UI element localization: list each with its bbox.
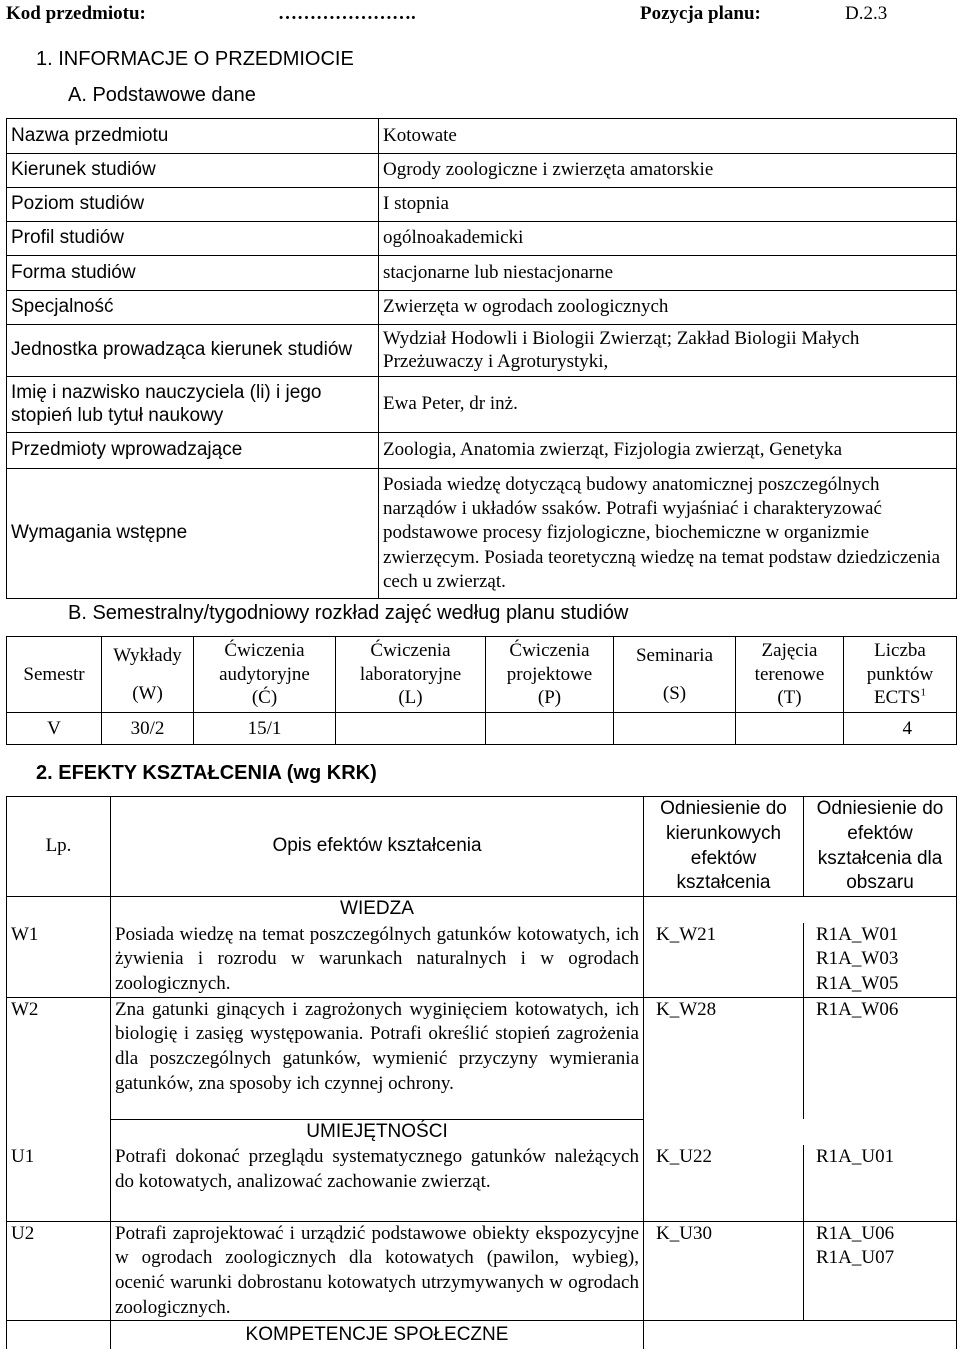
basic-row-label: Nazwa przedmiotu xyxy=(7,119,379,154)
section-a-title: A. Podstawowe dane xyxy=(68,84,256,106)
header-audytoryjne-abbr: (Ć) xyxy=(251,687,278,709)
group-kompetencje: KOMPETENCJE SPOŁECZNE xyxy=(111,1321,644,1349)
basic-row-value: Wydział Hodowli i Biologii Zwierząt; Zakład Biologii Małych Przeżuwaczy i Agroturystyki, xyxy=(379,325,957,377)
outcome-obszar: R1A_U01 xyxy=(804,1145,957,1221)
course-code-value: …………………. xyxy=(278,3,416,24)
header-semestr: Semestr xyxy=(7,637,102,713)
basic-row-value: Zwierzęta w ogrodach zoologicznych xyxy=(379,291,957,325)
section-b-title: B. Semestralny/tygodniowy rozkład zajęć według planu studiów xyxy=(68,602,629,624)
outcome-kierunkowe: K_W28 xyxy=(644,997,804,1119)
header-seminaria: Seminaria xyxy=(635,644,714,666)
schedule-wyklady: 30/2 xyxy=(102,713,194,745)
basic-row-value: ogólnoakademicki xyxy=(379,222,957,256)
group-umiejetnosci: UMIEJĘTNOŚCI xyxy=(111,1119,644,1145)
header-laboratoryjne: Ćwiczenia laboratoryjne xyxy=(359,639,462,685)
basic-row-label: Forma studiów xyxy=(7,256,379,291)
schedule-seminaria xyxy=(614,713,736,745)
header-terenowe-abbr: (T) xyxy=(777,687,802,709)
outcome-lp: W2 xyxy=(7,997,111,1119)
outcome-kierunkowe: K_U22 xyxy=(644,1145,804,1221)
outcome-kierunkowe: K_U30 xyxy=(644,1221,804,1321)
header-terenowe: Zajęcia terenowe xyxy=(754,639,825,685)
header-wyklady-abbr: (W) xyxy=(132,682,163,704)
header-laboratoryjne-abbr: (L) xyxy=(398,687,423,709)
basic-row-value: I stopnia xyxy=(379,188,957,222)
plan-position-label: Pozycja planu: xyxy=(640,3,761,24)
basic-row-value: Kotowate xyxy=(379,119,957,154)
basic-row-label: Kierunek studiów xyxy=(7,154,379,188)
header-ects: Liczba punktów ECTS xyxy=(866,639,934,709)
basic-row-value: Zoologia, Anatomia zwierząt, Fizjologia zwierząt, Genetyka xyxy=(379,433,957,469)
header-obszar: Odniesienie do efektów kształcenia dla obszaru xyxy=(804,797,957,897)
header-wyklady: Wykłady xyxy=(113,644,182,666)
header-seminaria-abbr: (S) xyxy=(662,682,687,704)
header-kierunkowe: Odniesienie do kierunkowych efektów kształcenia xyxy=(644,797,804,897)
header-projektowe: Ćwiczenia projektowe xyxy=(506,639,593,685)
outcome-description: Zna gatunki ginących i zagrożonych wyginięciem kotowatych, ich biologię i zasięg występowania. Potrafi określić stopień zagrożenia dla poszczególnych gatunków, wymienić przyczyny wymierania gatunków, zna sposoby ich czynnej ochrony. xyxy=(111,997,644,1119)
basic-row-value: Posiada wiedzę dotyczącą budowy anatomicznej poszczególnych narządów i układów ssaków. Potrafi wyjaśniać i charakteryzować podstawowe procesy fizjologiczne, biochemiczne w organizmie zwierzęcym. Posiada teoretyczną wiedzę na temat podstaw dziedziczenia cech u zwierząt. xyxy=(379,469,957,599)
basic-row-value: stacjonarne lub niestacjonarne xyxy=(379,256,957,291)
basic-row-value: Ewa Peter, dr inż. xyxy=(379,377,957,433)
section-1-title: 1. INFORMACJE O PRZEDMIOCIE xyxy=(36,48,354,70)
schedule-projektowe xyxy=(486,713,614,745)
outcomes-table xyxy=(6,796,957,1349)
outcome-description: Potrafi dokonać przeglądu systematycznego gatunków należących do kotowatych, analizować zachowanie zwierząt. xyxy=(111,1145,644,1221)
schedule-ects: 4 xyxy=(844,713,957,745)
basic-data-table xyxy=(6,118,957,599)
outcome-kierunkowe: K_W21 xyxy=(644,923,804,998)
basic-row-value: Ogrody zoologiczne i zwierzęta amatorskie xyxy=(379,154,957,188)
outcome-obszar: R1A_W01 R1A_W03 R1A_W05 xyxy=(804,923,957,998)
header-opis: Opis efektów kształcenia xyxy=(111,797,644,897)
header-audytoryjne: Ćwiczenia audytoryjne xyxy=(219,639,310,685)
header-ects-footnote: 1 xyxy=(920,687,926,700)
basic-row-label: Przedmioty wprowadzające xyxy=(7,433,379,469)
schedule-laboratoryjne xyxy=(336,713,486,745)
outcome-lp: W1 xyxy=(7,923,111,998)
outcome-lp: U2 xyxy=(7,1221,111,1321)
outcome-description: Posiada wiedzę na temat poszczególnych gatunków kotowatych, ich żywienia i rozrodu w warunkach naturalnych i w ogrodach zoologicznych. xyxy=(111,923,644,998)
basic-row-label: Specjalność xyxy=(7,291,379,325)
basic-row-label: Imię i nazwisko nauczyciela (li) i jego stopień lub tytuł naukowy xyxy=(7,377,379,433)
header-projektowe-abbr: (P) xyxy=(537,687,562,709)
header-lp: Lp. xyxy=(7,797,111,897)
outcome-description: Potrafi zaprojektować i urządzić podstawowe obiekty ekspozycyjne w ogrodach zoologicznych dla kotowatych (pawilon, wybieg), ocenić warunki dobrostanu kotowatych utrzymywanych w ogrodach zoologicznych. xyxy=(111,1221,644,1321)
schedule-table xyxy=(6,636,957,745)
schedule-semestr: V xyxy=(7,713,102,745)
schedule-audytoryjne: 15/1 xyxy=(194,713,336,745)
basic-row-label: Profil studiów xyxy=(7,222,379,256)
schedule-terenowe xyxy=(736,713,844,745)
basic-row-label: Wymagania wstępne xyxy=(7,469,379,599)
basic-row-label: Jednostka prowadząca kierunek studiów xyxy=(7,325,379,377)
section-2-title: 2. EFEKTY KSZTAŁCENIA (wg KRK) xyxy=(36,762,377,784)
outcome-lp: U1 xyxy=(7,1145,111,1221)
plan-position-value: D.2.3 xyxy=(845,3,888,24)
group-wiedza: WIEDZA xyxy=(111,897,644,923)
outcome-obszar: R1A_U06 R1A_U07 xyxy=(804,1221,957,1321)
basic-row-label: Poziom studiów xyxy=(7,188,379,222)
outcome-obszar: R1A_W06 xyxy=(804,997,957,1119)
course-code-label: Kod przedmiotu: xyxy=(6,3,146,24)
